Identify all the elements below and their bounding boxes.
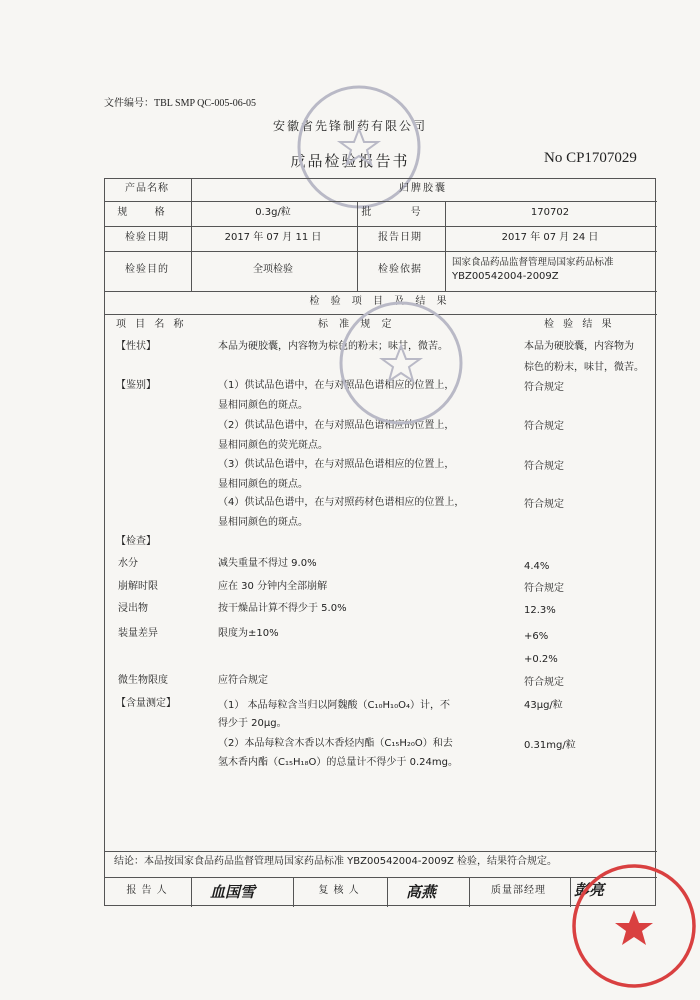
identification-1-line-1: （1）供试品色谱中，在与对照品色谱相应的位置上，: [218, 380, 455, 391]
identification-3-line-2: 显相同颜色的斑点。: [218, 479, 308, 490]
check-label: 【检查】: [116, 536, 156, 547]
basis-label: 检验依据: [378, 264, 422, 275]
microbial-label: 微生物限度: [118, 675, 168, 686]
test-date-label: 检验日期: [125, 231, 169, 243]
character-label: 【性状】: [116, 341, 156, 352]
assay-1-result: 43μg/粒: [524, 700, 563, 711]
assay-2-line-2: 氢木香内酯（C₁₅H₁₈O）的总量计不得少于 0.24mg。: [218, 757, 458, 768]
water-standard: 减失重量不得过 9.0%: [218, 558, 317, 569]
assay-2-result: 0.31mg/粒: [524, 740, 576, 751]
weight-variation-result-1: +6%: [524, 631, 549, 642]
reviewer-label: 复 核 人: [318, 885, 360, 896]
identification-1-result: 符合规定: [524, 382, 564, 393]
qa-manager-signature: 彭亮: [574, 881, 605, 899]
assay-label: 【含量测定】: [116, 698, 176, 709]
basis-line-2: YBZ00542004-2009Z: [452, 271, 559, 282]
extract-result: 12.3%: [524, 605, 556, 616]
purpose-label: 检验目的: [125, 264, 169, 275]
column-result-header: 检 验 结 果: [544, 319, 615, 330]
reporter-label: 报 告 人: [126, 885, 168, 896]
company-name: 安徽省先锋制药有限公司: [272, 119, 427, 133]
conclusion: 结论：本品按国家食品药品监督管理局国家药品标准 YBZ00542004-2009Z 检验，结果符合规定。: [114, 856, 557, 867]
reporter-signature: 血国雪: [210, 883, 256, 901]
extract-standard: 按干燥品计算不得少于 5.0%: [218, 603, 347, 614]
page-title: 成品检验报告书: [290, 152, 410, 170]
identification-4-line-1: （4）供试品色谱中，在与对照药材色谱相应的位置上，: [218, 497, 465, 508]
weight-variation-standard: 限度为±10%: [218, 628, 279, 639]
disintegration-result: 符合规定: [524, 583, 564, 594]
extract-label: 浸出物: [118, 603, 148, 614]
microbial-standard: 应符合规定: [218, 675, 268, 686]
disintegration-label: 崩解时限: [118, 581, 158, 592]
character-result-line-2: 棕色的粉末，味甘，微苦。: [524, 362, 644, 373]
report-number: No CP1707029: [544, 150, 637, 166]
microbial-result: 符合规定: [524, 677, 564, 688]
identification-2-line-1: （2）供试品色谱中，在与对照品色谱相应的位置上，: [218, 420, 455, 431]
identification-label: 【鉴别】: [116, 380, 156, 391]
character-standard: 本品为硬胶囊，内容物为棕色的粉末；味甘，微苦。: [218, 341, 448, 352]
report-date-label: 报告日期: [378, 231, 422, 243]
weight-variation-result-2: +0.2%: [524, 654, 558, 665]
basis-line-1: 国家食品药品监督管理局国家药品标准: [452, 257, 614, 268]
spec-value: 0.3g/粒: [255, 206, 291, 218]
assay-2-line-1: （2）本品每粒含木香以木香烃内酯（C₁₅H₂₀O）和去: [218, 738, 453, 749]
identification-1-line-2: 显相同颜色的斑点。: [218, 400, 308, 411]
purpose-value: 全项检验: [253, 264, 293, 275]
test-date-value: 2017 年 07 月 11 日: [224, 231, 322, 243]
column-standard-header: 标 准 规 定: [318, 319, 396, 330]
identification-3-line-1: （3）供试品色谱中，在与对照品色谱相应的位置上，: [218, 459, 455, 470]
red-quality-stamp: [570, 862, 698, 990]
document-code: 文件编号：TBL SMP QC-005-06-05: [104, 98, 257, 109]
character-result-line-1: 本品为硬胶囊，内容物为: [524, 341, 634, 352]
product-name-label: 产品名称: [125, 183, 169, 194]
water-label: 水分: [118, 558, 138, 569]
column-item-header: 项 目 名 称: [116, 319, 187, 330]
section-title: 检 验 项 目 及 结 果: [309, 295, 451, 307]
identification-3-result: 符合规定: [524, 461, 564, 472]
weight-variation-label: 装量差异: [118, 628, 158, 639]
batch-value: 170702: [530, 206, 570, 218]
product-name-value: 归脾胶囊: [399, 183, 447, 194]
identification-2-line-2: 显相同颜色的荧光斑点。: [218, 440, 328, 451]
identification-2-result: 符合规定: [524, 421, 564, 432]
disintegration-standard: 应在 30 分钟内全部崩解: [218, 581, 328, 592]
water-result: 4.4%: [524, 561, 550, 572]
quality-seal-stamp: [338, 300, 464, 426]
spec-label: 规 格: [117, 206, 177, 218]
assay-1-line-1: （1） 本品每粒含当归以阿魏酸（C₁₀H₁₀O₄）计，不: [218, 700, 450, 711]
report-date-value: 2017 年 07 月 24 日: [501, 231, 599, 243]
reviewer-signature: 高燕: [406, 883, 437, 901]
qa-manager-label: 质量部经理: [491, 885, 546, 896]
batch-label: 批 号: [361, 206, 439, 218]
identification-4-result: 符合规定: [524, 499, 564, 510]
assay-1-line-2: 得少于 20μg。: [218, 718, 287, 729]
identification-4-line-2: 显相同颜色的斑点。: [218, 517, 308, 528]
